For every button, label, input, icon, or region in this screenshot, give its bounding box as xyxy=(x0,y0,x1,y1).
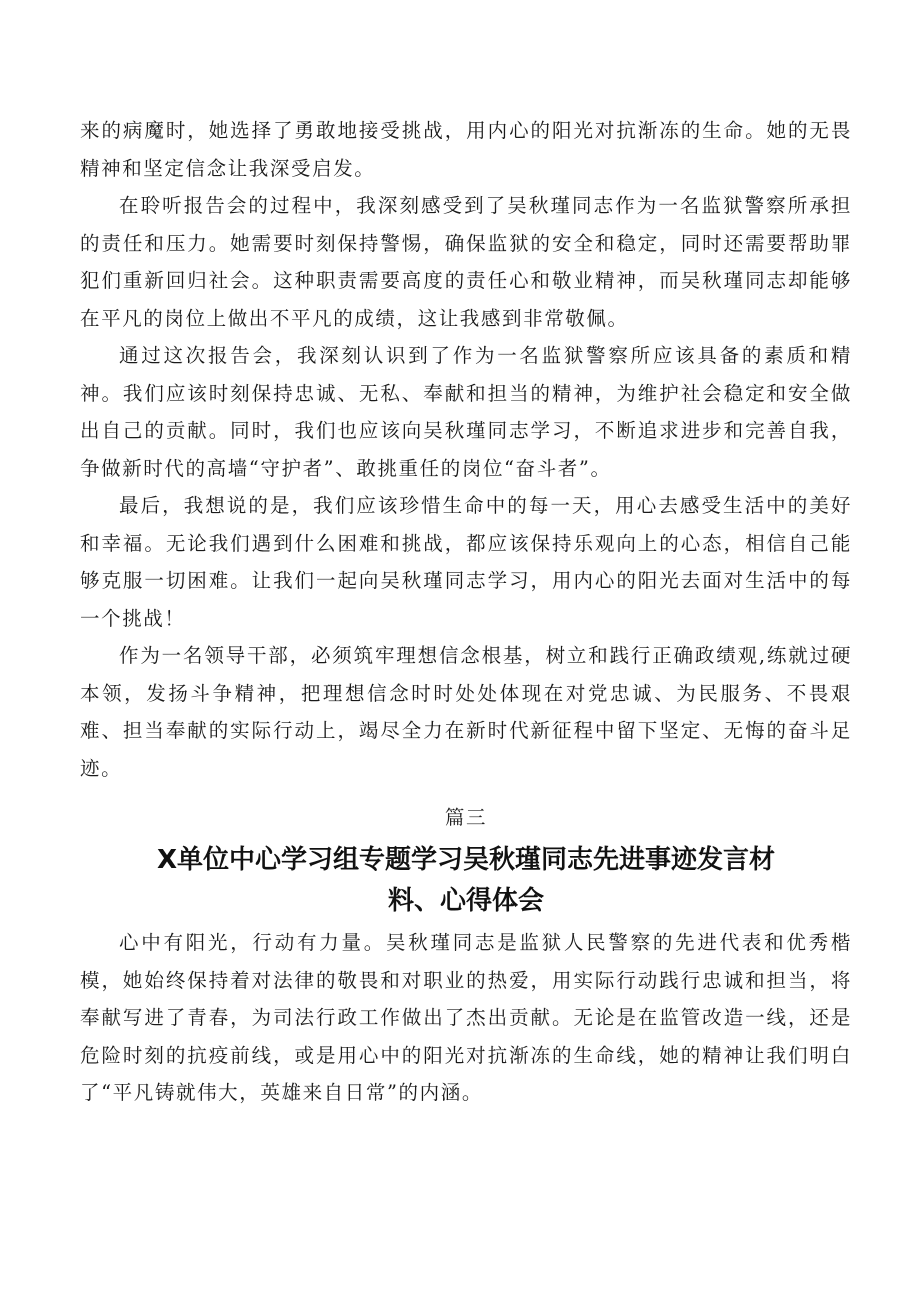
paragraph-realization: 通过这次报告会，我深刻认识到了作为一名监狱警察所应该具备的素质和精神。我们应该时刻保持忠诚、无私、奉献和担当的精神，为维护社会稳定和安全做出自己的贡献。同时，我们也应该向吴秋瑾同志学习，不断追求进步和完善自我，争做新时代的高墙“守护者”、敢挑重任的岗位“奋斗者”。 xyxy=(80,344,852,480)
paragraph-continuation: 来的病魔时，她选择了勇敢地接受挑战，用内心的阳光对抗渐冻的生命。她的无畏精神和坚定信念让我深受启发。 xyxy=(80,119,852,180)
document-page xyxy=(80,112,852,1112)
paragraph-leader-cadre: 作为一名领导干部，必须筑牢理想信念根基，树立和践行正确政绩观,练就过硬本领，发扬斗争精神，把理想信念时时处处体现在对党忠诚、为民服务、不畏艰难、担当奉献的实际行动上，竭尽全力在新时代新征程中留下坚定、无悔的奋斗足迹。 xyxy=(80,644,852,780)
document-title: X单位中心学习组专题学习吴秋瑾同志先进事迹发言材料、心得体会 xyxy=(156,845,776,916)
paragraph-finally: 最后，我想说的是，我们应该珍惜生命中的每一天，用心去感受生活中的美好和幸福。无论我们遇到什么困难和挑战，都应该保持乐观向上的心态，相信自己能够克服一切困难。让我们一起向吴秋瑾同志学习，用内心的阳光去面对生活中的每一个挑战！ xyxy=(80,494,852,630)
paragraph-report-meeting: 在聆听报告会的过程中，我深刻感受到了吴秋瑾同志作为一名监狱警察所承担的责任和压力。她需要时刻保持警惕，确保监狱的安全和稳定，同时还需要帮助罪犯们重新回归社会。这种职责需要高度的责任心和敬业精神，而吴秋瑾同志却能够在平凡的岗位上做出不平凡的成绩，这让我感到非常敬佩。 xyxy=(80,194,852,330)
paragraph-sunshine: 心中有阳光，行动有力量。吴秋瑾同志是监狱人民警察的先进代表和优秀楷模，她始终保持着对法律的敬畏和对职业的热爱，用实际行动践行忠诚和担当，将奉献写进了青春，为司法行政工作做出了杰出贡献。无论是在监管改造一线，还是危险时刻的抗疫前线，或是用心中的阳光对抗渐冻的生命线，她的精神让我们明白了“平凡铸就伟大，英雄来自日常”的内涵。 xyxy=(80,931,852,1104)
section-label: 篇三 xyxy=(444,806,488,829)
